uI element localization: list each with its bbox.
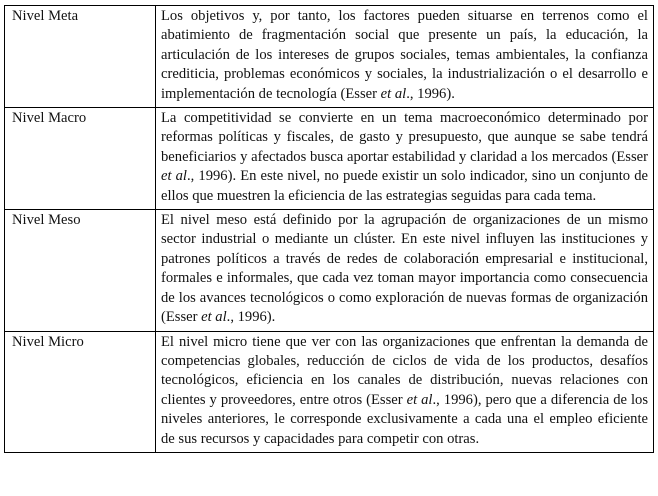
level-name-cell: Nivel Meta	[5, 6, 156, 108]
level-description-cell	[156, 210, 654, 331]
citation-author: (Esser	[161, 309, 202, 326]
citation	[341, 86, 455, 102]
citation-et-al: et al	[406, 391, 433, 408]
level-description-cell	[156, 108, 654, 210]
description-text: Los objetivos y, por tanto, los factores pueden situarse en terrenos como el abatimiento de fragmentación social que presente un país, la educación, la articulación de los intereses de grupos sociales, temas ambientales, la confianza crediticia, problemas económicos y sociales, la industrialización o el desarrollo e implementación de tecnología	[161, 8, 648, 102]
table-row-meta	[5, 6, 654, 108]
level-description-cell	[156, 331, 654, 452]
description-text: El nivel micro tiene que ver con las organizaciones que enfrentan la demanda de competencias globales, reducción de ciclos de vida de los productos, desafíos tecnológicos, eficiencia en los canales de distribución, nuevas relaciones con clientes y proveedores, entre otros	[161, 333, 648, 408]
level-name-cell: Nivel Meso	[5, 210, 156, 331]
description-text: El nivel meso está definido por la agrupación de organizaciones de un mismo sector industrial o mediante un clúster. En este nivel influyen las instituciones y patrones políticos a través de redes de colaboración empresarial e institucional, formales e informales, que cada vez toman mayor importancia como consecuencia de los avances tecnológicos o como exploración de nuevas formas de organización	[161, 212, 648, 306]
level-description-cell	[156, 6, 654, 108]
level-name-cell: Nivel Micro	[5, 331, 156, 452]
citation	[366, 392, 481, 408]
description-text-continued: pero que a diferencia de los niveles anteriores, le corresponde exclusivamente a cada una el empleo eficiente de sus recursos y capacidades para competir con otras.	[161, 391, 648, 447]
citation-et-al: et al	[380, 85, 407, 102]
citation-year: ., 1996).	[406, 85, 455, 102]
citation-author: (Esser	[340, 85, 381, 102]
description-text: La competitividad se convierte en un tema macroeconómico determinado por reformas políticas y fiscales, de gasto y presupuesto, que aunque se sabe tendrá beneficiarios y afectados busca aportar estabilidad y claridad a los mercados	[161, 110, 648, 165]
citation-year: ., 1996),	[432, 391, 482, 408]
citation-year: ., 1996).	[187, 168, 237, 185]
table-row-macro	[5, 108, 654, 210]
citation-et-al: et al	[161, 168, 187, 185]
citation	[161, 309, 275, 325]
competitiveness-levels-table	[4, 5, 654, 453]
description-text-continued: En este nivel, no puede existir un solo indicador, sino un conjunto de ellos que muestren la eficiencia de las estrategias seguidas para cada tema.	[161, 168, 648, 204]
citation-author: (Esser	[366, 391, 407, 408]
citation-et-al: et al	[201, 309, 227, 326]
table-row-micro	[5, 331, 654, 452]
table-row-meso	[5, 210, 654, 331]
citation-year: ., 1996).	[226, 309, 276, 326]
citation-author: (Esser	[611, 148, 649, 165]
level-name-cell: Nivel Macro	[5, 108, 156, 210]
